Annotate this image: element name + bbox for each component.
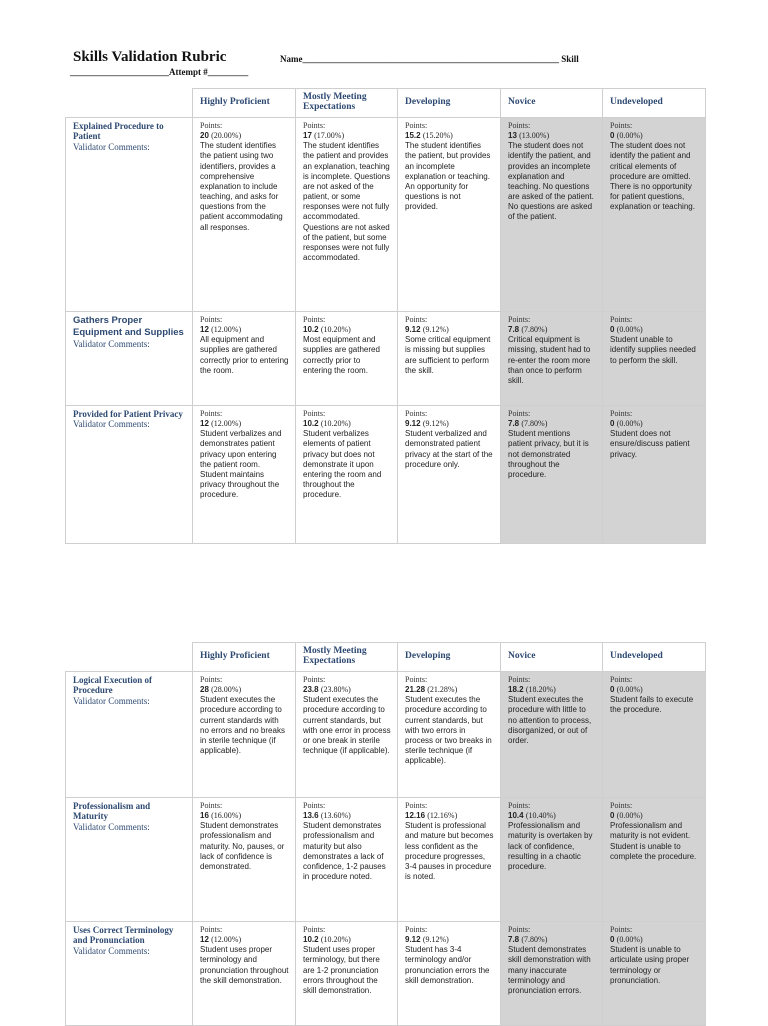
points-value: 12.16 (405, 811, 426, 821)
level-header-novice: Novice (501, 89, 603, 118)
header-blank-cell (66, 643, 193, 672)
validator-comments-label: Validator Comments: (73, 945, 150, 956)
points-value: 15.2 (405, 131, 421, 141)
points-value: 7.8 (508, 325, 520, 335)
rating-cell (603, 798, 706, 922)
rating-cell (603, 922, 706, 1026)
points-label: Points: (303, 121, 326, 130)
criterion-title: Explained Procedure to Patient (73, 121, 164, 142)
level-header-row (66, 643, 706, 672)
rating-description: Student demonstrates skill demonstration with many inaccurate terminology and pronunciation errors. (508, 945, 591, 995)
points-label: Points: (303, 925, 326, 934)
rating-cell (296, 922, 398, 1026)
rating-description: Student is unable to articulate using proper terminology or pronunciation. (610, 945, 690, 985)
rating-cell (398, 406, 501, 544)
points-percent: (0.00%) (616, 811, 643, 821)
rating-cell (193, 118, 296, 312)
validator-comments-label: Validator Comments: (73, 338, 150, 349)
points-value: 17 (303, 131, 312, 141)
rating-cell (296, 672, 398, 798)
rating-description: Student demonstrates professionalism and maturity but also demonstrates a lack of confidence, 1-2 pauses in procedure noted. (303, 821, 386, 882)
level-header-highly-proficient: Highly Proficient (193, 643, 296, 672)
points-value: 0 (610, 935, 615, 945)
level-header-undeveloped: Undeveloped (603, 89, 706, 118)
points-label: Points: (405, 925, 428, 934)
points-percent: (12.00%) (211, 935, 242, 945)
attempt-line: ______________________Attempt #_________ (70, 67, 249, 77)
points-label: Points: (200, 409, 223, 418)
level-header-highly-proficient: Highly Proficient (193, 89, 296, 118)
points-label: Points: (508, 801, 531, 810)
points-label: Points: (610, 409, 633, 418)
points-label: Points: (200, 121, 223, 130)
points-percent: (23.80%) (320, 685, 351, 695)
criterion-title: Provided for Patient Privacy (73, 409, 183, 419)
header-blank-cell (66, 89, 193, 118)
rating-description: The student identifies the patient and provides an explanation, teaching is incomplete. Questions are not asked of the patient, or some responses were not fully accommodated. Questions are not asked of the patient, but some responses were not fully accommodated. (303, 141, 391, 263)
rating-description: Critical equipment is missing, student had to re-enter the room more than once to perform skill. (508, 335, 591, 385)
criterion-cell (66, 922, 193, 1026)
points-value: 10.4 (508, 811, 524, 821)
points-value: 7.8 (508, 419, 520, 429)
points-label: Points: (200, 315, 223, 324)
points-percent: (7.80%) (521, 325, 548, 335)
level-header-row (66, 89, 706, 118)
rating-cell (296, 798, 398, 922)
level-header-novice: Novice (501, 643, 603, 672)
rating-description: The student identifies the patient using two identifiers, provides a comprehensive explanation to include teaching, and asks for questions from the patient accommodating all responses. (200, 141, 283, 232)
points-value: 0 (610, 811, 615, 821)
points-label: Points: (303, 801, 326, 810)
points-label: Points: (405, 675, 428, 684)
points-label: Points: (405, 315, 428, 324)
validator-comments-label: Validator Comments: (73, 821, 150, 832)
points-percent: (16.00%) (211, 811, 242, 821)
points-value: 23.8 (303, 685, 319, 695)
points-percent: (21.28%) (427, 685, 458, 695)
points-percent: (28.00%) (211, 685, 242, 695)
criterion-title: Gathers Proper Equipment and Supplies (73, 315, 184, 338)
level-header-mostly-meeting: Mostly Meeting Expectations (296, 89, 398, 118)
points-label: Points: (508, 925, 531, 934)
points-value: 13 (508, 131, 517, 141)
points-value: 10.2 (303, 325, 319, 335)
points-label: Points: (303, 675, 326, 684)
points-percent: (20.00%) (211, 131, 242, 141)
points-percent: (10.20%) (320, 935, 351, 945)
validator-comments-label: Validator Comments: (73, 141, 150, 152)
points-percent: (0.00%) (616, 325, 643, 335)
rating-description: Student executes the procedure according to current standards, but with one error in process or one break in sterile technique (if applicable). (303, 695, 391, 756)
rating-cell (398, 118, 501, 312)
level-header-developing: Developing (398, 643, 501, 672)
points-value: 0 (610, 325, 615, 335)
points-value: 7.8 (508, 935, 520, 945)
rating-description: Student uses proper terminology, but there are 1-2 pronunciation errors throughout the skill demonstration. (303, 945, 380, 995)
points-label: Points: (508, 409, 531, 418)
points-value: 21.28 (405, 685, 426, 695)
rating-description: Student executes the procedure with little to no attention to process, disorganized, or out of order. (508, 695, 592, 745)
points-label: Points: (405, 801, 428, 810)
points-label: Points: (508, 121, 531, 130)
rating-description: Student executes the procedure according to current standards with no errors and no breaks in sterile technique (if applicable). (200, 695, 285, 756)
rating-cell (603, 672, 706, 798)
rating-description: Student does not ensure/discuss patient privacy. (610, 429, 690, 459)
points-percent: (7.80%) (521, 935, 548, 945)
points-value: 9.12 (405, 325, 421, 335)
points-percent: (0.00%) (616, 685, 643, 695)
rating-description: Student is professional and mature but becomes less confident as the procedure progresses, 3-4 pauses in procedure is noted. (405, 821, 494, 882)
name-skill-line: Name_________________________________________________________ Skill (280, 54, 579, 64)
rating-description: The student identifies the patient, but provides an incomplete explanation or teaching. An opportunity for questions is not provided. (405, 141, 491, 212)
criterion-title: Uses Correct Terminology and Pronunciation (73, 925, 174, 946)
criterion-row (66, 672, 706, 798)
rating-description: Professionalism and maturity is not evident. Student is unable to complete the procedure. (610, 821, 697, 861)
criterion-row (66, 922, 706, 1026)
criterion-row (66, 118, 706, 312)
points-label: Points: (200, 675, 223, 684)
points-label: Points: (508, 675, 531, 684)
rating-description: Student verbalizes and demonstrates patient privacy upon entering the patient room. Student maintains privacy throughout the procedure. (200, 429, 282, 500)
rating-cell (501, 406, 603, 544)
points-label: Points: (508, 315, 531, 324)
points-label: Points: (610, 925, 633, 934)
rating-cell (193, 798, 296, 922)
points-label: Points: (200, 801, 223, 810)
points-percent: (10.20%) (320, 325, 351, 335)
points-value: 16 (200, 811, 209, 821)
points-percent: (0.00%) (616, 935, 643, 945)
level-header-mostly-meeting: Mostly Meeting Expectations (296, 643, 398, 672)
rating-description: The student does not identify the patient and critical elements of procedure are omitted. There is no opportunity for patient questions, explanation or teaching. (610, 141, 695, 212)
points-value: 12 (200, 325, 209, 335)
rating-cell (398, 922, 501, 1026)
points-value: 13.6 (303, 811, 319, 821)
rating-cell (501, 312, 603, 406)
rating-cell (398, 798, 501, 922)
points-value: 0 (610, 419, 615, 429)
rating-cell (398, 672, 501, 798)
rating-description: Student verbalizes elements of patient privacy but does not demonstrate it upon entering the room and throughout the procedure. (303, 429, 382, 500)
criterion-cell (66, 672, 193, 798)
rating-cell (603, 312, 706, 406)
rating-cell (603, 118, 706, 312)
points-value: 10.2 (303, 419, 319, 429)
points-percent: (0.00%) (616, 131, 643, 141)
rubric-table-2 (65, 642, 706, 1026)
points-value: 28 (200, 685, 209, 695)
points-percent: (10.40%) (525, 811, 556, 821)
points-percent: (0.00%) (616, 419, 643, 429)
points-value: 9.12 (405, 935, 421, 945)
rubric-table-1 (65, 88, 706, 544)
points-percent: (15.20%) (422, 131, 453, 141)
criterion-cell (66, 118, 193, 312)
points-label: Points: (610, 675, 633, 684)
rating-description: Student demonstrates professionalism and maturity. No, pauses, or lack of confidence is demonstrated. (200, 821, 285, 871)
points-percent: (10.20%) (320, 419, 351, 429)
rating-description: All equipment and supplies are gathered correctly prior to entering the room. (200, 335, 289, 375)
criterion-row (66, 312, 706, 406)
rating-description: Student has 3-4 terminology and/or pronunciation errors the skill demonstration. (405, 945, 490, 985)
rating-description: The student does not identify the patient, and provides an incomplete explanation and teaching. No questions are asked of the patient. No questions are asked of the patient. (508, 141, 594, 222)
rating-cell (501, 118, 603, 312)
rating-cell (603, 406, 706, 544)
points-percent: (13.00%) (519, 131, 550, 141)
level-header-undeveloped: Undeveloped (603, 643, 706, 672)
rating-description: Student verbalized and demonstrated patient privacy at the start of the procedure only. (405, 429, 493, 469)
rating-description: Professionalism and maturity is overtaken by lack of confidence, resulting in a chaotic procedure. (508, 821, 593, 871)
points-value: 0 (610, 131, 615, 141)
rating-description: Student unable to identify supplies needed to perform the skill. (610, 335, 696, 365)
points-label: Points: (303, 409, 326, 418)
points-value: 12 (200, 935, 209, 945)
points-percent: (13.60%) (320, 811, 351, 821)
criterion-cell (66, 312, 193, 406)
points-label: Points: (610, 121, 633, 130)
points-label: Points: (405, 121, 428, 130)
rating-cell (501, 922, 603, 1026)
criterion-title: Professionalism and Maturity (73, 801, 151, 822)
level-header-developing: Developing (398, 89, 501, 118)
rating-cell (398, 312, 501, 406)
points-label: Points: (303, 315, 326, 324)
rating-description: Some critical equipment is missing but supplies are sufficient to perform the skill. (405, 335, 491, 375)
rating-cell (501, 672, 603, 798)
page-title: Skills Validation Rubric (73, 49, 227, 65)
rating-cell (296, 118, 398, 312)
points-value: 12 (200, 419, 209, 429)
points-value: 20 (200, 131, 209, 141)
points-value: 10.2 (303, 935, 319, 945)
criterion-cell (66, 798, 193, 922)
rating-description: Student uses proper terminology and pronunciation throughout the skill demonstration. (200, 945, 289, 985)
points-percent: (12.00%) (211, 325, 242, 335)
rating-cell (193, 672, 296, 798)
points-label: Points: (405, 409, 428, 418)
points-percent: (12.00%) (211, 419, 242, 429)
rating-description: Most equipment and supplies are gathered correctly prior to entering the room. (303, 335, 380, 375)
rating-cell (296, 312, 398, 406)
criterion-row (66, 406, 706, 544)
rating-cell (193, 312, 296, 406)
rating-description: Student executes the procedure according to current standards, but with two errors in process or two breaks in sterile technique (if applicable). (405, 695, 492, 766)
points-percent: (7.80%) (521, 419, 548, 429)
points-value: 0 (610, 685, 615, 695)
criterion-row (66, 798, 706, 922)
points-label: Points: (200, 925, 223, 934)
points-label: Points: (610, 315, 633, 324)
rating-description: Student fails to execute the procedure. (610, 695, 694, 715)
rating-cell (296, 406, 398, 544)
criterion-title: Logical Execution of Procedure (73, 675, 152, 696)
criterion-cell (66, 406, 193, 544)
points-percent: (18.20%) (525, 685, 556, 695)
validator-comments-label: Validator Comments: (73, 695, 150, 706)
points-percent: (9.12%) (422, 935, 449, 945)
points-value: 9.12 (405, 419, 421, 429)
rating-description: Student mentions patient privacy, but it is not demonstrated throughout the procedure. (508, 429, 589, 479)
points-value: 18.2 (508, 685, 524, 695)
validator-comments-label: Validator Comments: (73, 419, 150, 430)
points-percent: (17.00%) (314, 131, 345, 141)
points-percent: (12.16%) (427, 811, 458, 821)
points-label: Points: (610, 801, 633, 810)
rating-cell (193, 406, 296, 544)
points-percent: (9.12%) (422, 419, 449, 429)
points-percent: (9.12%) (422, 325, 449, 335)
rating-cell (193, 922, 296, 1026)
rating-cell (501, 798, 603, 922)
